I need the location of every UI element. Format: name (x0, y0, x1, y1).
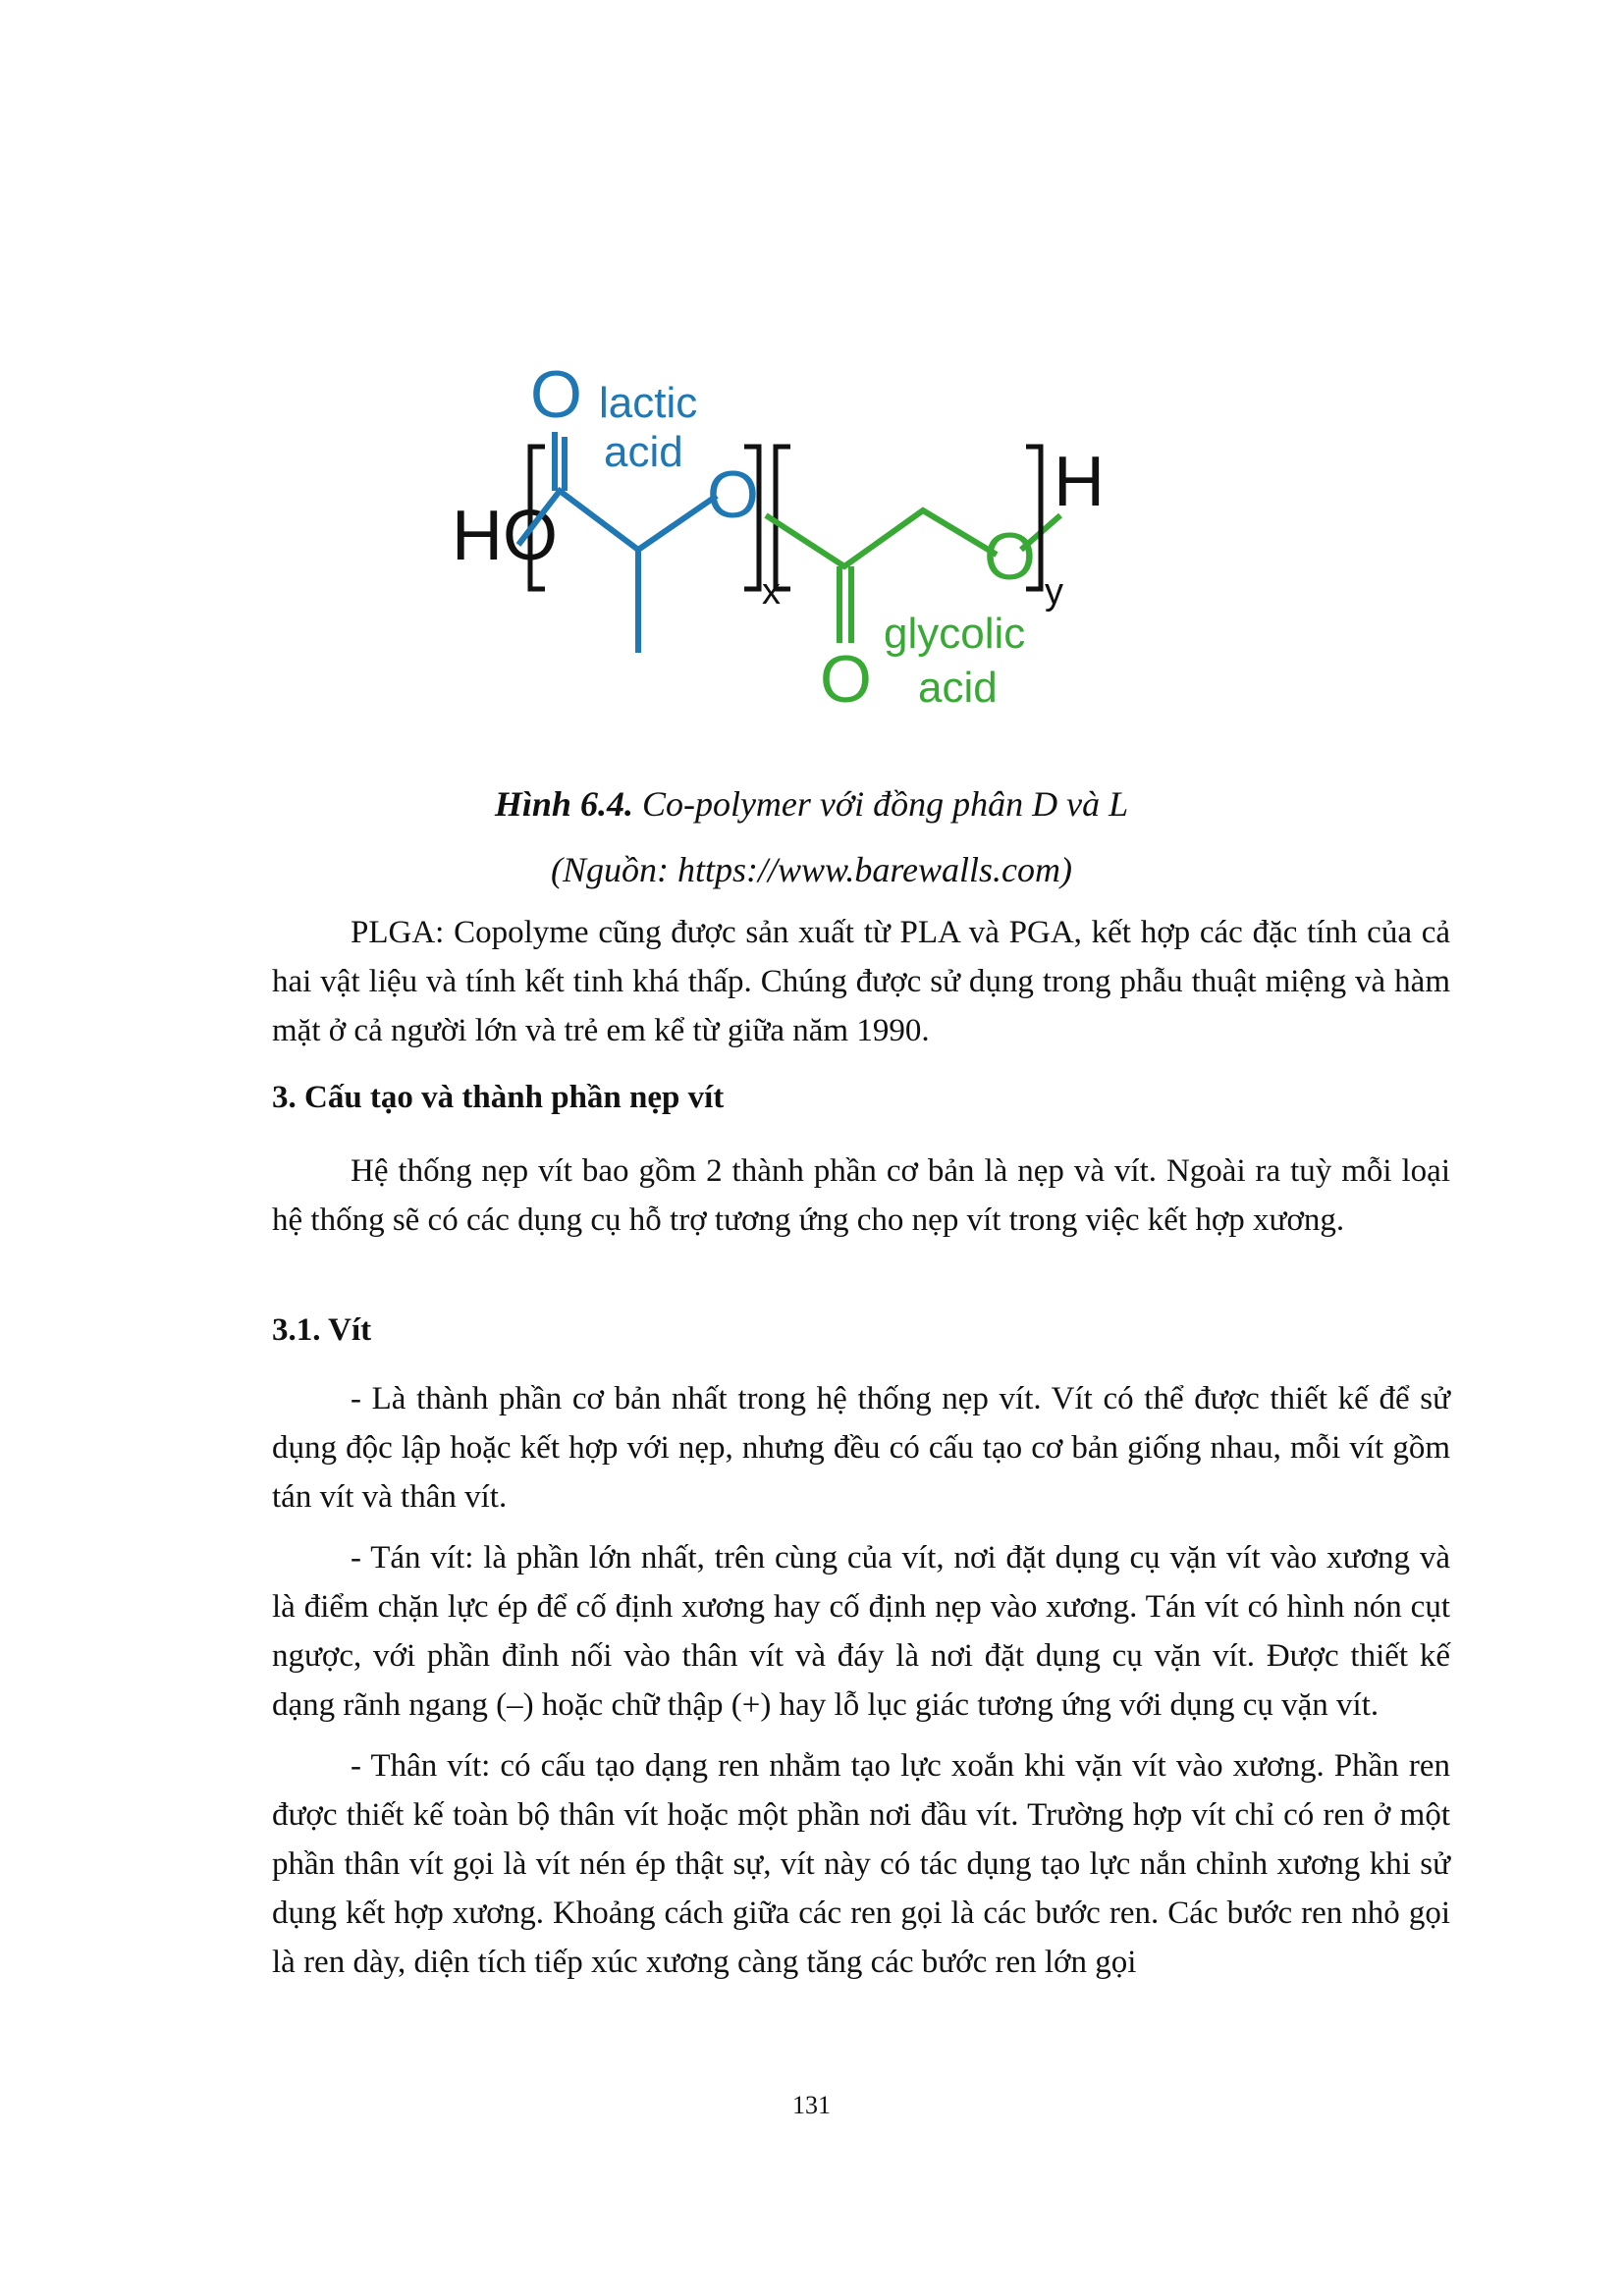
screw-paragraphs (272, 1374, 1450, 1999)
x-subscript: x (762, 571, 781, 613)
system-paragraph: Hệ thống nẹp vít bao gồm 2 thành phần cơ bản là nẹp và vít. Ngoài ra tuỳ mỗi loại hệ thống sẽ có các dụng cụ hỗ trợ tương ứng cho nẹp vít trong việc kết hợp xương. (272, 1153, 1450, 1238)
ho-label: HO (452, 497, 558, 575)
screw-paragraph-2: - Tán vít: là phần lớn nhất, trên cùng của vít, nơi đặt dụng cụ vặn vít vào xương và là điểm chặn lực ép để cố định xương hay cố định nẹp vào xương. Tán vít có hình nón cụt ngược, với phần đỉnh nối vào thân vít và đáy là nơi đặt dụng cụ vặn vít. Được thiết kế dạng rãnh ngang (–) hoặc chữ thập (+) hay lỗ lục giác tương ứng với dụng cụ vặn vít. (272, 1540, 1450, 1723)
section-3-1-heading: 3.1. Vít (272, 1312, 372, 1348)
ester-o-lactic: O (707, 457, 759, 532)
section-3-heading-block (272, 1073, 1450, 1122)
figure-caption-label: Hình 6.4. (494, 784, 633, 824)
glycolic-label-2: acid (918, 664, 998, 712)
lactic-label-2: acid (604, 428, 683, 476)
glycolic-backbone (766, 510, 997, 566)
figure-caption (0, 780, 1623, 828)
left-bracket-y (776, 447, 790, 589)
screw-paragraph-1: - Là thành phần cơ bản nhất trong hệ thống nẹp vít. Vít có thể được thiết kế để sử dụng độc lập hoặc kết hợp với nẹp, nhưng đều có cấu tạo cơ bản giống nhau, mỗi vít gồm tán vít và thân vít. (272, 1381, 1450, 1515)
system-paragraph-block (272, 1147, 1450, 1245)
ester-o-glycolic: O (984, 519, 1036, 594)
plga-paragraph: PLGA: Copolyme cũng được sản xuất từ PLA và PGA, kết hợp các đặc tính của cả hai vật liệu và tính kết tinh khá thấp. Chúng được sử dụng trong phẫu thuật miệng và hàm mặt ở cả người lớn và trẻ em kể từ giữa năm 1990. (272, 915, 1450, 1048)
figure-caption-text: Co-polymer với đồng phân D và L (632, 784, 1129, 824)
screw-paragraph-3: - Thân vít: có cấu tạo dạng ren nhằm tạo lực xoắn khi vặn vít vào xương. Phần ren được thiết kế toàn bộ thân vít hoặc một phần nơi đầu vít. Trường hợp vít chỉ có ren ở một phần thân vít gọi là vít nén ép thật sự, vít này có tác dụng tạo lực nắn chỉnh xương khi sử dụng kết hợp xương. Khoảng cách giữa các ren gọi là các bước ren. Các bước ren nhỏ gọi là ren dày, diện tích tiếp xúc xương càng tăng các bước ren lớn gọi (272, 1748, 1450, 1980)
plga-paragraph-block (272, 908, 1450, 1055)
figure-source: (Nguồn: https://www.barewalls.com) (551, 850, 1072, 889)
carbonyl-o-top: O (530, 357, 582, 432)
plga-structure-diagram (432, 309, 1316, 741)
h-label: H (1054, 443, 1105, 521)
plga-structure-figure (432, 309, 1316, 741)
lactic-label-1: lactic (599, 379, 698, 427)
y-subscript: y (1045, 571, 1063, 613)
carbonyl-o-bottom: O (820, 642, 872, 717)
section-3-1-heading-block (272, 1306, 1450, 1355)
section-3-heading: 3. Cấu tạo và thành phần nẹp vít (272, 1080, 725, 1115)
glycolic-label-1: glycolic (884, 610, 1026, 658)
page-number: 131 (792, 2091, 831, 2119)
